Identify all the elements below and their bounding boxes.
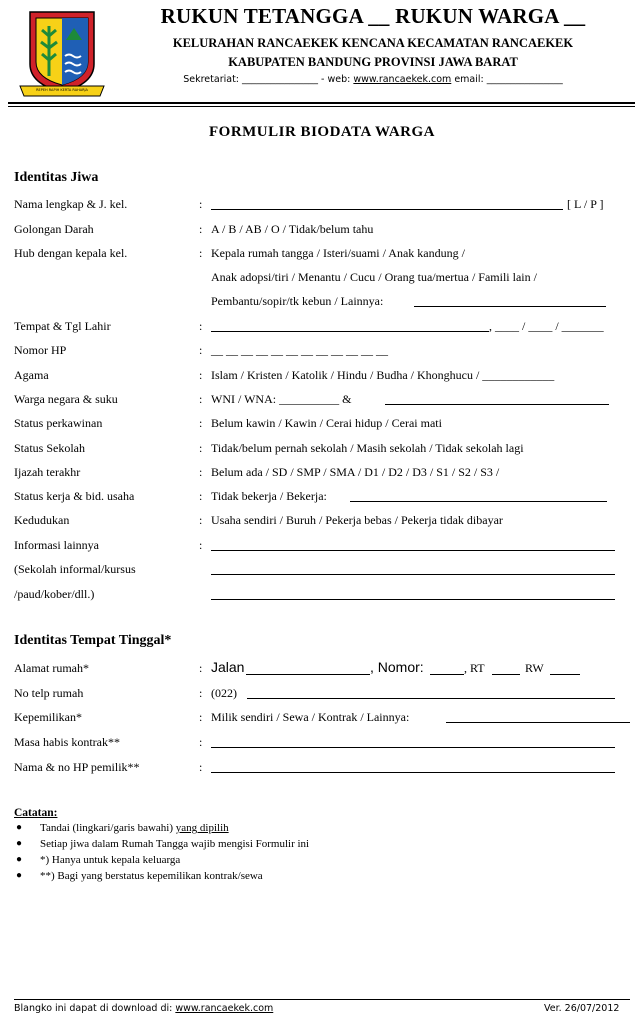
hubungan-options-line2[interactable]: Anak adopsi/tiri / Menantu / Cucu / Orang tua/mertua / Famili lain / [211, 270, 537, 284]
colon: : [199, 343, 203, 357]
label-status-sekolah: Status Sekolah [14, 441, 85, 455]
tgl-lahir-fields[interactable]: , ____ / ____ / _______ [489, 319, 604, 333]
letterhead-title: RUKUN TETANGGA __ RUKUN WARGA __ [160, 4, 586, 28]
gender-options[interactable]: [ L / P ] [567, 197, 604, 211]
masa-kontrak-input-line[interactable] [211, 747, 615, 748]
suku-input-line[interactable] [385, 404, 609, 405]
label-warga-negara: Warga negara & suku [14, 392, 118, 406]
informasi-input-line-1[interactable] [211, 550, 615, 551]
web-link[interactable]: www.rancaekek.com [353, 74, 452, 85]
colon: : [199, 513, 203, 527]
letterhead-divider-thick [8, 102, 635, 104]
bidang-usaha-input-line[interactable] [350, 501, 607, 502]
hubungan-lainnya-input-line[interactable] [414, 306, 606, 307]
contact-line [138, 74, 608, 85]
tempat-lahir-input-line[interactable] [211, 331, 489, 332]
colon: : [199, 710, 203, 724]
catatan-item-1-underlined: yang dipilih [175, 822, 229, 834]
label-masa-habis-kontrak: Masa habis kontrak** [14, 735, 120, 749]
bullet-icon: ● [16, 870, 23, 881]
label-tempat-tgl-lahir: Tempat & Tgl Lahir [14, 319, 111, 333]
section-heading-identitas-tempat-tinggal: Identitas Tempat Tinggal* [14, 633, 172, 648]
colon: : [199, 222, 203, 236]
catatan-item-1-text: Tandai (lingkari/garis bawahi) [40, 822, 176, 834]
ijazah-options[interactable]: Belum ada / SD / SMP / SMA / D1 / D2 / D3 / S1 / S2 / S3 / [211, 465, 500, 479]
label-ijazah: Ijazah terakhr [14, 465, 81, 479]
catatan-item-3: *) Hanya untuk kepala keluarga [40, 854, 181, 866]
label-alamat: Alamat rumah* [14, 661, 89, 675]
alamat-rt-label: , RT [464, 661, 485, 675]
hubungan-options-line1[interactable]: Kepala rumah tangga / Isteri/suami / Anak kandung / [211, 246, 465, 260]
nama-input-line[interactable] [211, 209, 563, 210]
regency-logo [12, 6, 112, 98]
rt-input-line[interactable] [492, 674, 520, 675]
agama-options[interactable]: Islam / Kristen / Katolik / Hindu / Budha / Khonghucu / ____________ [211, 368, 555, 382]
colon: : [199, 416, 203, 430]
colon: : [199, 368, 203, 382]
hubungan-options-line3[interactable]: Pembantu/sopir/tk kebun / Lainnya: [211, 294, 384, 308]
colon: : [199, 441, 203, 455]
label-nama-pemilik: Nama & no HP pemilik** [14, 760, 140, 774]
catatan-item-2: Setiap jiwa dalam Rumah Tangga wajib mengisi Formulir ini [40, 838, 310, 850]
bullet-icon: ● [16, 822, 23, 833]
letterhead-subtitle-kabupaten: KABUPATEN BANDUNG PROVINSI JAWA BARAT [228, 55, 518, 69]
label-kedudukan: Kedudukan [14, 513, 70, 527]
logo-motto: REPEH RAPIH KERTA RAHARJA [36, 88, 88, 92]
footer-download-text: Blangko ini dapat di download di: [14, 1003, 176, 1014]
label-status-perkawinan: Status perkawinan [14, 416, 103, 430]
alamat-jalan-label: Jalan [211, 659, 245, 675]
footer-divider [14, 999, 630, 1000]
label-hubungan: Hub dengan kepala kel. [14, 246, 128, 260]
nomor-hp-fields[interactable]: __ __ __ __ __ __ __ __ __ __ __ __ [211, 343, 388, 357]
catatan-item-4: **) Bagi yang berstatus kepemilikan kontrak/sewa [40, 870, 263, 882]
jalan-input-line[interactable] [246, 674, 370, 675]
label-telp-rumah: No telp rumah [14, 686, 84, 700]
bullet-icon: ● [16, 854, 23, 865]
email-field: email: ________________ [454, 74, 563, 85]
colon: : [199, 392, 203, 406]
colon: : [199, 538, 203, 552]
footer-download-link[interactable]: www.rancaekek.com [175, 1003, 274, 1014]
colon: : [199, 197, 203, 211]
label-informasi-note-1: (Sekolah informal/kursus [14, 562, 136, 576]
letterhead-subtitle-kelurahan: KELURAHAN RANCAEKEK KENCANA KECAMATAN RANCAEKEK [172, 36, 574, 50]
section-heading-identitas-jiwa: Identitas Jiwa [14, 170, 99, 185]
label-informasi-note-2: /paud/kober/dll.) [14, 587, 95, 601]
warga-negara-options[interactable]: WNI / WNA: __________ & [211, 392, 352, 406]
alamat-rw-label: RW [525, 661, 544, 675]
rw-input-line[interactable] [550, 674, 580, 675]
golongan-darah-options[interactable]: A / B / AB / O / Tidak/belum tahu [211, 222, 374, 236]
status-kerja-options[interactable]: Tidak bekerja / Bekerja: [211, 489, 327, 503]
kepemilikan-options[interactable]: Milik sendiri / Sewa / Kontrak / Lainnya: [211, 710, 410, 724]
kepemilikan-lainnya-input-line[interactable] [446, 722, 630, 723]
informasi-input-line-2[interactable] [211, 574, 615, 575]
catatan-heading: Catatan: [14, 807, 58, 819]
label-nomor-hp: Nomor HP [14, 343, 67, 357]
letterhead-divider-thin [8, 106, 635, 107]
colon: : [199, 735, 203, 749]
telp-prefix: (022) [211, 686, 237, 700]
status-sekolah-options[interactable]: Tidak/belum pernah sekolah / Masih sekolah / Tidak sekolah lagi [211, 441, 524, 455]
kedudukan-options[interactable]: Usaha sendiri / Buruh / Pekerja bebas / Pekerja tidak dibayar [211, 513, 503, 527]
alamat-nomor-label: , Nomor: [370, 659, 424, 675]
shield-emblem-icon [12, 6, 112, 98]
label-kepemilikan: Kepemilikan* [14, 710, 82, 724]
colon: : [199, 686, 203, 700]
colon: : [199, 246, 203, 260]
colon: : [199, 465, 203, 479]
colon: : [199, 489, 203, 503]
label-golongan-darah: Golongan Darah [14, 222, 94, 236]
catatan-item-1 [40, 822, 229, 834]
sekretariat-field: Sekretariat: ________________ [183, 74, 319, 85]
label-nama: Nama lengkap & J. kel. [14, 197, 128, 211]
nomor-input-line[interactable] [430, 674, 464, 675]
label-status-kerja: Status kerja & bid. usaha [14, 489, 135, 503]
colon: : [199, 760, 203, 774]
footer-download-note [14, 1003, 273, 1014]
bullet-icon: ● [16, 838, 23, 849]
colon: : [199, 661, 203, 675]
label-agama: Agama [14, 368, 49, 382]
colon: : [199, 319, 203, 333]
status-perkawinan-options[interactable]: Belum kawin / Kawin / Cerai hidup / Cerai mati [211, 416, 442, 430]
label-informasi-lainnya: Informasi lainnya [14, 538, 99, 552]
web-label: - web: [321, 74, 351, 85]
footer-version: Ver. 26/07/2012 [544, 1003, 620, 1014]
informasi-input-line-3[interactable] [211, 599, 615, 600]
form-title: FORMULIR BIODATA WARGA [208, 124, 436, 140]
pemilik-input-line[interactable] [211, 772, 615, 773]
telp-input-line[interactable] [247, 698, 615, 699]
